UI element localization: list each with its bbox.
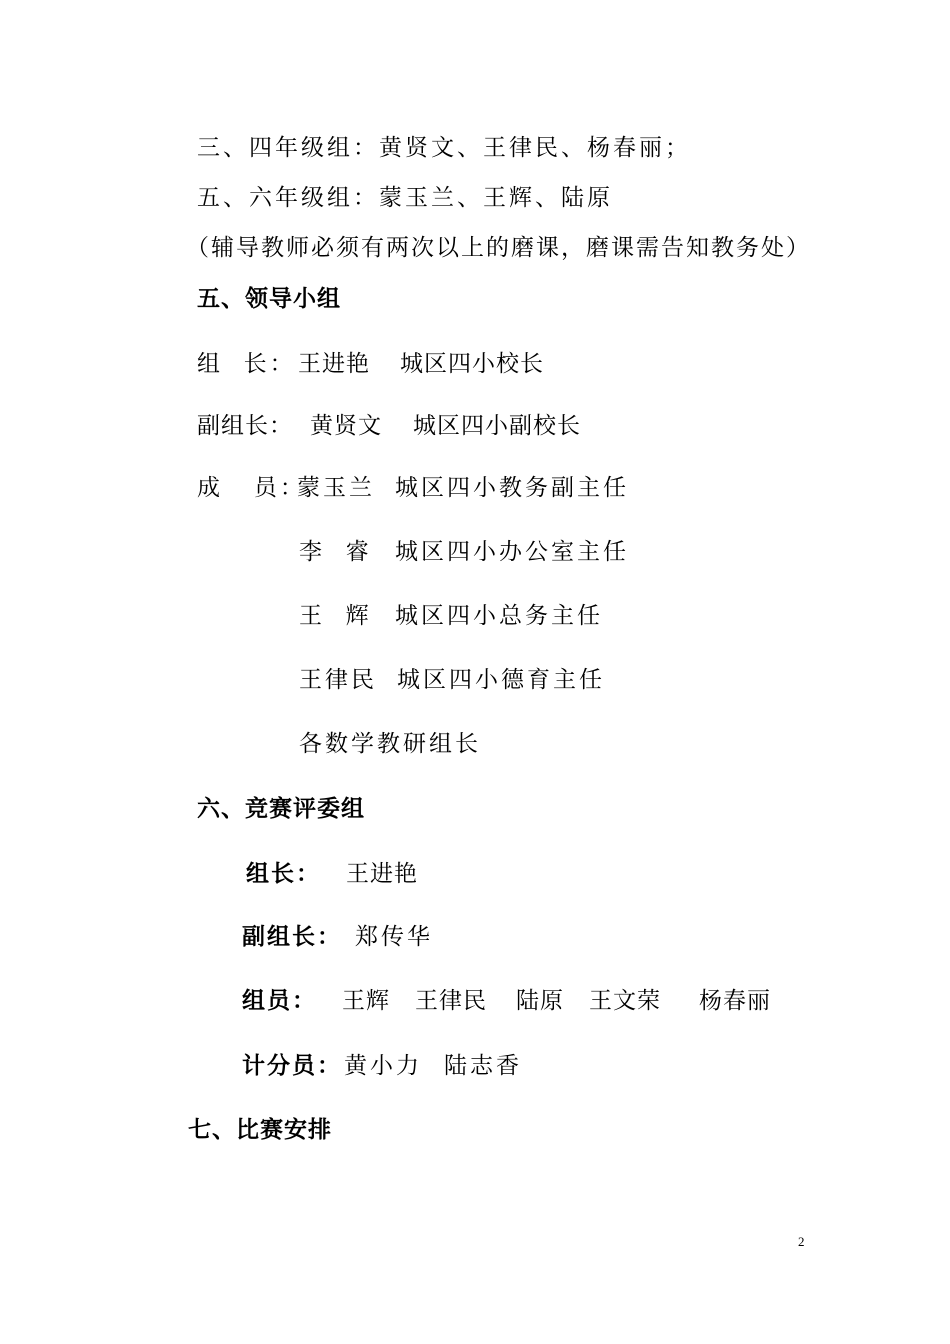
deputy-label: 副组长： [197,413,293,439]
member-name: 王律民 [299,667,377,693]
judge-deputy-label: 副组长： [242,924,342,950]
leader-name: 王进艳 [298,351,370,377]
member-name: 蒙玉兰 [297,475,375,501]
judge-member: 陆原 [516,988,564,1014]
judge-deputy-name: 郑传华 [355,924,433,950]
scorer-name: 黄小力 [344,1053,422,1079]
member-name: 李 睿 [299,539,372,565]
member-role: 城区四小办公室主任 [395,539,629,565]
deputy-name: 黄贤文 [310,413,382,439]
judge-leader-name: 王进艳 [346,861,418,887]
judge-member: 王律民 [415,988,487,1014]
judge-members-label: 组员： [242,988,317,1014]
judge-leader-label: 组长： [246,861,321,887]
section5-heading: 五、领导小组 [197,286,341,312]
section7-heading: 七、比赛安排 [188,1117,332,1143]
member-role: 城区四小德育主任 [397,667,605,693]
page-number: 2 [798,1234,805,1249]
judge-member: 王文荣 [589,988,661,1014]
scorer-label: 计分员： [242,1053,342,1079]
member-role: 城区四小总务主任 [395,603,603,629]
deputy-role: 城区四小副校长 [413,413,581,439]
member-role: 城区四小教务副主任 [395,475,629,501]
grade34-group-line: 三、四年级组：黄贤文、王律民、杨春丽； [197,135,691,161]
section6-heading: 六、竞赛评委组 [197,796,365,822]
judge-member: 王辉 [342,988,390,1014]
extra-member: 各数学教研组长 [299,731,481,757]
leader-label: 组 长： [197,351,296,377]
members-label: 成 员： [197,475,306,501]
member-name: 王 辉 [299,603,372,629]
tutor-note-line: （辅导教师必须有两次以上的磨课，磨课需告知教务处） [186,235,811,261]
grade56-group-line: 五、六年级组：蒙玉兰、王辉、陆原 [197,185,613,211]
scorer-name: 陆志香 [444,1053,522,1079]
judge-member: 杨春丽 [699,988,771,1014]
leader-role: 城区四小校长 [400,351,544,377]
